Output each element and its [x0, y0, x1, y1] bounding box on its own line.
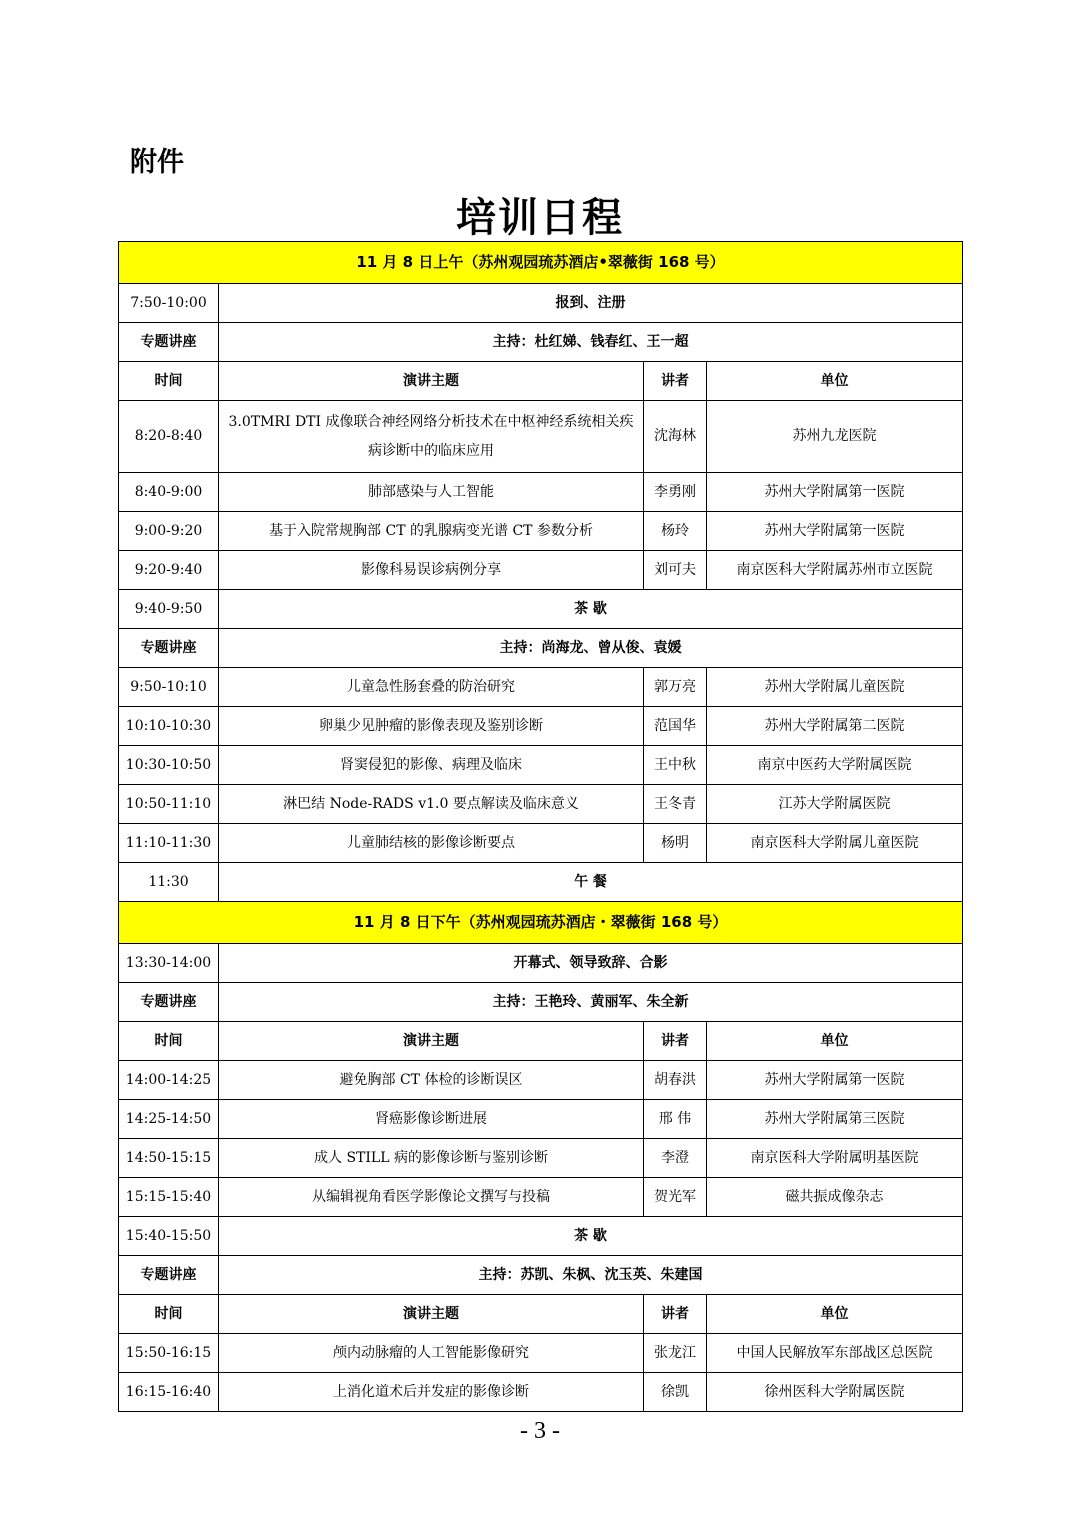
topic-cell: 基于入院常规胸部 CT 的乳腺病变光谱 CT 参数分析 — [219, 512, 644, 551]
speaker-cell: 沈海林 — [644, 401, 707, 473]
talk-row — [119, 401, 963, 473]
unit-cell: 苏州大学附属儿童医院 — [707, 668, 963, 707]
attachment-label: 附件 — [130, 147, 184, 178]
topic-cell: 上消化道术后并发症的影像诊断 — [219, 1373, 644, 1412]
event-cell: 茶 歇 — [219, 1217, 963, 1256]
hosts-cell: 主持：苏凯、朱枫、沈玉英、朱建国 — [219, 1256, 963, 1295]
session-header-pm — [119, 902, 963, 944]
column-header-speaker: 讲者 — [644, 1022, 707, 1061]
talk-row — [119, 473, 963, 512]
schedule-row — [119, 284, 963, 323]
unit-cell: 南京医科大学附属儿童医院 — [707, 824, 963, 863]
topic-cell: 肺部感染与人工智能 — [219, 473, 644, 512]
time-cell: 11:30 — [119, 863, 219, 902]
talk-row — [119, 551, 963, 590]
event-cell: 茶 歇 — [219, 590, 963, 629]
hosts-cell: 主持：杜红娣、钱春红、王一超 — [219, 323, 963, 362]
column-header-time: 时间 — [119, 362, 219, 401]
topic-cell: 淋巴结 Node-RADS v1.0 要点解读及临床意义 — [219, 785, 644, 824]
talk-row — [119, 1334, 963, 1373]
session-header-text: 11 月 8 日上午（苏州观园琉苏酒店•翠薇街 168 号） — [119, 242, 963, 284]
lecture-label: 专题讲座 — [119, 983, 219, 1022]
time-cell: 14:25-14:50 — [119, 1100, 219, 1139]
time-cell: 9:00-9:20 — [119, 512, 219, 551]
time-cell: 9:40-9:50 — [119, 590, 219, 629]
topic-cell: 儿童肺结核的影像诊断要点 — [219, 824, 644, 863]
column-header-row — [119, 362, 963, 401]
lunch-row — [119, 863, 963, 902]
talk-row — [119, 512, 963, 551]
speaker-cell: 范国华 — [644, 707, 707, 746]
topic-cell: 儿童急性肠套叠的防治研究 — [219, 668, 644, 707]
unit-cell: 徐州医科大学附属医院 — [707, 1373, 963, 1412]
time-cell: 7:50-10:00 — [119, 284, 219, 323]
time-cell: 10:30-10:50 — [119, 746, 219, 785]
unit-cell: 苏州九龙医院 — [707, 401, 963, 473]
column-header-unit: 单位 — [707, 1022, 963, 1061]
schedule-table — [118, 241, 963, 1412]
break-row — [119, 590, 963, 629]
time-cell: 11:10-11:30 — [119, 824, 219, 863]
page-title: 培训日程 — [456, 195, 624, 241]
column-header-unit: 单位 — [707, 1295, 963, 1334]
column-header-speaker: 讲者 — [644, 362, 707, 401]
time-cell: 14:50-15:15 — [119, 1139, 219, 1178]
time-cell: 8:20-8:40 — [119, 401, 219, 473]
time-cell: 15:50-16:15 — [119, 1334, 219, 1373]
column-header-row — [119, 1022, 963, 1061]
unit-cell: 南京中医药大学附属医院 — [707, 746, 963, 785]
speaker-cell: 杨玲 — [644, 512, 707, 551]
speaker-cell: 胡春洪 — [644, 1061, 707, 1100]
topic-cell: 避免胸部 CT 体检的诊断误区 — [219, 1061, 644, 1100]
topic-cell: 肾窦侵犯的影像、病理及临床 — [219, 746, 644, 785]
time-cell: 14:00-14:25 — [119, 1061, 219, 1100]
unit-cell: 苏州大学附属第二医院 — [707, 707, 963, 746]
speaker-cell: 刘可夫 — [644, 551, 707, 590]
break-row — [119, 1217, 963, 1256]
time-cell: 10:10-10:30 — [119, 707, 219, 746]
column-header-row — [119, 1295, 963, 1334]
speaker-cell: 徐凯 — [644, 1373, 707, 1412]
speaker-cell: 王冬青 — [644, 785, 707, 824]
unit-cell: 苏州大学附属第一医院 — [707, 512, 963, 551]
column-header-time: 时间 — [119, 1295, 219, 1334]
lecture-host-row — [119, 983, 963, 1022]
lecture-host-row — [119, 629, 963, 668]
talk-row — [119, 668, 963, 707]
talk-row — [119, 1373, 963, 1412]
speaker-cell: 李澄 — [644, 1139, 707, 1178]
talk-row — [119, 785, 963, 824]
schedule-row — [119, 944, 963, 983]
lecture-label: 专题讲座 — [119, 323, 219, 362]
topic-cell: 影像科易误诊病例分享 — [219, 551, 644, 590]
speaker-cell: 贺光军 — [644, 1178, 707, 1217]
time-cell: 9:50-10:10 — [119, 668, 219, 707]
topic-cell: 卵巢少见肿瘤的影像表现及鉴别诊断 — [219, 707, 644, 746]
time-cell: 8:40-9:00 — [119, 473, 219, 512]
topic-cell: 3.0TMRI DTI 成像联合神经网络分析技术在中枢神经系统相关疾病诊断中的临床应用 — [219, 401, 644, 473]
topic-cell: 肾癌影像诊断进展 — [219, 1100, 644, 1139]
talk-row — [119, 707, 963, 746]
unit-cell: 苏州大学附属第一医院 — [707, 1061, 963, 1100]
unit-cell: 南京医科大学附属明基医院 — [707, 1139, 963, 1178]
speaker-cell: 杨明 — [644, 824, 707, 863]
event-cell: 午 餐 — [219, 863, 963, 902]
event-cell: 开幕式、领导致辞、合影 — [219, 944, 963, 983]
unit-cell: 中国人民解放军东部战区总医院 — [707, 1334, 963, 1373]
talk-row — [119, 746, 963, 785]
hosts-cell: 主持：王艳玲、黄丽军、朱全新 — [219, 983, 963, 1022]
speaker-cell: 王中秋 — [644, 746, 707, 785]
page-number: - 3 - — [520, 1418, 560, 1444]
topic-cell: 成人 STILL 病的影像诊断与鉴别诊断 — [219, 1139, 644, 1178]
column-header-topic: 演讲主题 — [219, 1295, 644, 1334]
lecture-host-row — [119, 323, 963, 362]
column-header-speaker: 讲者 — [644, 1295, 707, 1334]
hosts-cell: 主持：尚海龙、曾从俊、袁媛 — [219, 629, 963, 668]
column-header-topic: 演讲主题 — [219, 362, 644, 401]
lecture-label: 专题讲座 — [119, 629, 219, 668]
topic-cell: 颅内动脉瘤的人工智能影像研究 — [219, 1334, 644, 1373]
speaker-cell: 邢 伟 — [644, 1100, 707, 1139]
column-header-time: 时间 — [119, 1022, 219, 1061]
talk-row — [119, 1061, 963, 1100]
unit-cell: 江苏大学附属医院 — [707, 785, 963, 824]
speaker-cell: 李勇刚 — [644, 473, 707, 512]
unit-cell: 苏州大学附属第一医院 — [707, 473, 963, 512]
speaker-cell: 郭万亮 — [644, 668, 707, 707]
topic-cell: 从编辑视角看医学影像论文撰写与投稿 — [219, 1178, 644, 1217]
unit-cell: 苏州大学附属第三医院 — [707, 1100, 963, 1139]
lecture-label: 专题讲座 — [119, 1256, 219, 1295]
talk-row — [119, 1100, 963, 1139]
talk-row — [119, 1139, 963, 1178]
session-header-am — [119, 242, 963, 284]
talk-row — [119, 824, 963, 863]
lecture-host-row — [119, 1256, 963, 1295]
session-header-text: 11 月 8 日下午（苏州观园琉苏酒店・翠薇街 168 号） — [119, 902, 963, 944]
column-header-unit: 单位 — [707, 362, 963, 401]
speaker-cell: 张龙江 — [644, 1334, 707, 1373]
time-cell: 9:20-9:40 — [119, 551, 219, 590]
time-cell: 10:50-11:10 — [119, 785, 219, 824]
talk-row — [119, 1178, 963, 1217]
unit-cell: 南京医科大学附属苏州市立医院 — [707, 551, 963, 590]
time-cell: 13:30-14:00 — [119, 944, 219, 983]
time-cell: 15:15-15:40 — [119, 1178, 219, 1217]
column-header-topic: 演讲主题 — [219, 1022, 644, 1061]
event-cell: 报到、注册 — [219, 284, 963, 323]
time-cell: 15:40-15:50 — [119, 1217, 219, 1256]
unit-cell: 磁共振成像杂志 — [707, 1178, 963, 1217]
time-cell: 16:15-16:40 — [119, 1373, 219, 1412]
